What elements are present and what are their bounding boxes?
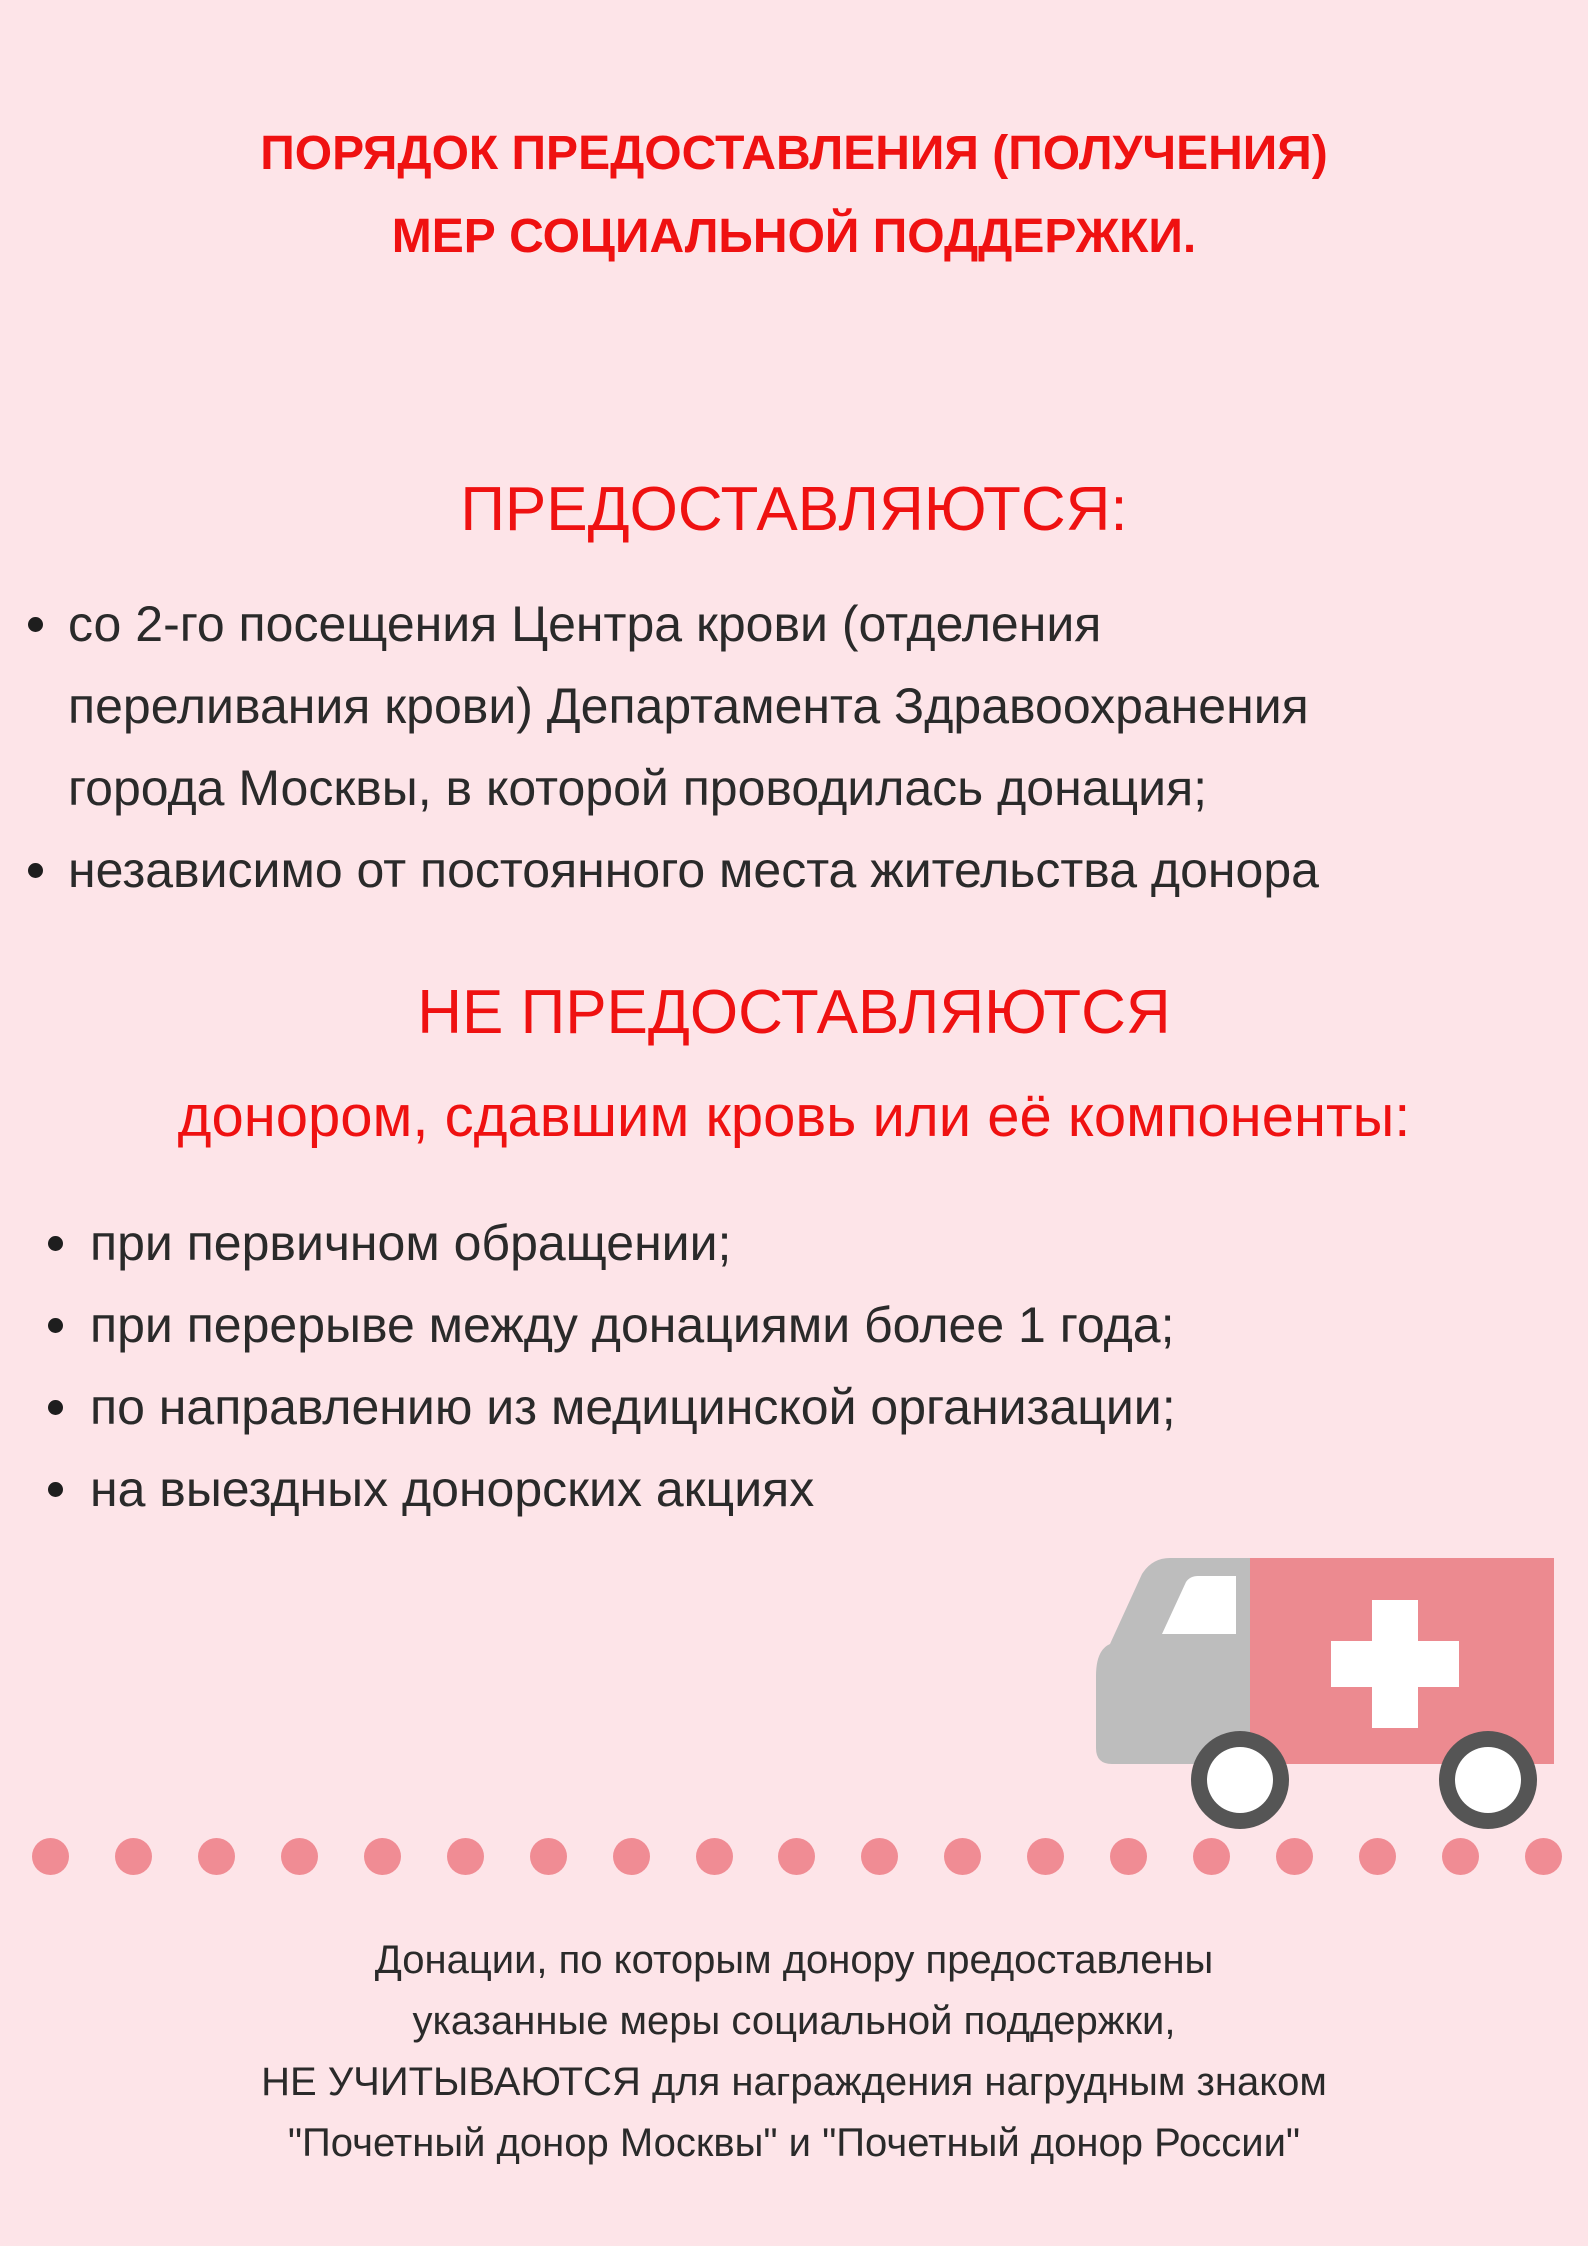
page-title-line-1: ПОРЯДОК ПРЕДОСТАВЛЕНИЯ (ПОЛУЧЕНИЯ) bbox=[260, 127, 1328, 180]
footer-note bbox=[0, 1930, 1588, 2174]
divider-dot bbox=[696, 1838, 733, 1875]
ambulance-cross-horizontal bbox=[1331, 1641, 1459, 1687]
list-item: при первичном обращении; bbox=[90, 1202, 1176, 1284]
list-item-line: переливания крови) Департамента Здравоохранения bbox=[68, 678, 1309, 734]
list-item: по направлению из медицинской организации; bbox=[90, 1366, 1176, 1448]
not-provided-subheading: донором, сдавшим кровь или её компоненты: bbox=[177, 1084, 1411, 1149]
divider-dot bbox=[364, 1838, 401, 1875]
list-item-line: независимо от постоянного места жительства донора bbox=[68, 842, 1319, 898]
divider-dot bbox=[1276, 1838, 1313, 1875]
divider-dot bbox=[613, 1838, 650, 1875]
list-item: на выездных донорских акциях bbox=[90, 1448, 1176, 1530]
not-provided-list bbox=[90, 1202, 1176, 1530]
page-title bbox=[0, 112, 1588, 278]
ambulance-rear-hub bbox=[1455, 1747, 1521, 1813]
provided-heading: ПРЕДОСТАВЛЯЮТСЯ: bbox=[460, 475, 1128, 544]
divider-dot bbox=[778, 1838, 815, 1875]
footer-line: НЕ УЧИТЫВАЮТСЯ для награждения нагрудным знаком bbox=[261, 2060, 1327, 2104]
divider-dot bbox=[281, 1838, 318, 1875]
divider-dot bbox=[198, 1838, 235, 1875]
dotted-divider bbox=[32, 1838, 1562, 1878]
list-item-line: города Москвы, в которой проводилась донация; bbox=[68, 760, 1208, 816]
footer-line: "Почетный донор Москвы" и "Почетный донор России" bbox=[287, 2121, 1301, 2165]
provided-list bbox=[68, 583, 1319, 911]
divider-dot bbox=[861, 1838, 898, 1875]
footer-line: Донации, по которым донору предоставлены bbox=[374, 1938, 1214, 1982]
divider-dot bbox=[1027, 1838, 1064, 1875]
page-title-line-2: МЕР СОЦИАЛЬНОЙ ПОДДЕРЖКИ. bbox=[391, 210, 1197, 263]
divider-dot bbox=[530, 1838, 567, 1875]
ambulance-icon bbox=[1090, 1552, 1560, 1832]
divider-dot bbox=[115, 1838, 152, 1875]
ambulance-front-hub bbox=[1207, 1747, 1273, 1813]
list-item bbox=[68, 583, 1319, 829]
divider-dot bbox=[447, 1838, 484, 1875]
footer-line: указанные меры социальной поддержки, bbox=[412, 1999, 1176, 2043]
divider-dot bbox=[1110, 1838, 1147, 1875]
list-item bbox=[68, 829, 1319, 911]
list-item-line: со 2-го посещения Центра крови (отделения bbox=[68, 596, 1102, 652]
divider-dot bbox=[1359, 1838, 1396, 1875]
divider-dot bbox=[32, 1838, 69, 1875]
divider-dot bbox=[1193, 1838, 1230, 1875]
divider-dot bbox=[1442, 1838, 1479, 1875]
divider-dot bbox=[944, 1838, 981, 1875]
divider-dot bbox=[1525, 1838, 1562, 1875]
list-item: при перерыве между донациями более 1 года; bbox=[90, 1284, 1176, 1366]
not-provided-heading: НЕ ПРЕДОСТАВЛЯЮТСЯ bbox=[417, 978, 1171, 1047]
